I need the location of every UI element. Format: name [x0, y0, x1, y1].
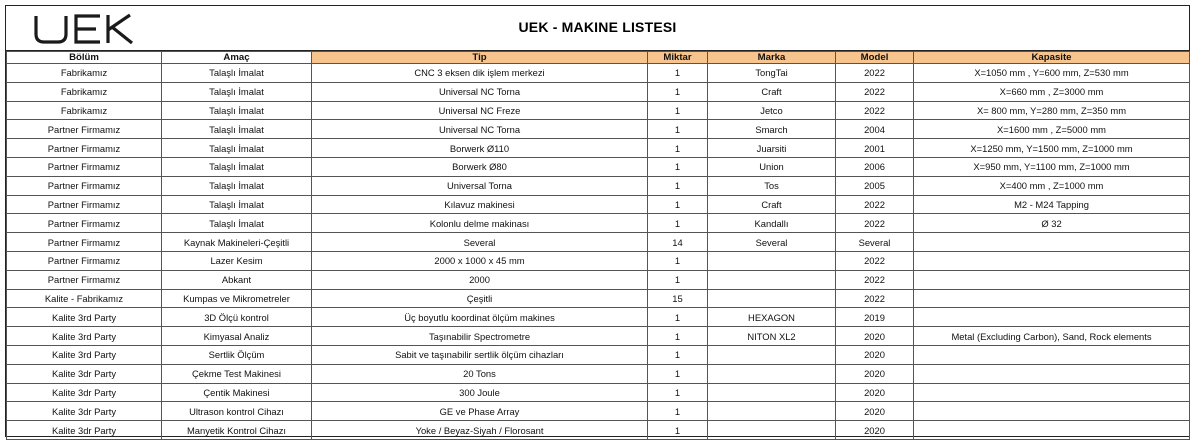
table-row [7, 214, 1190, 233]
cell-kapasite [914, 383, 1190, 402]
cell-miktar: 15 [648, 289, 708, 308]
cell-bolum: Kalite 3dr Party [7, 364, 162, 383]
column-header-model: Model [836, 52, 914, 64]
cell-marka [708, 364, 836, 383]
cell-marka: Craft [708, 195, 836, 214]
cell-amac: Talaşlı İmalat [162, 64, 312, 83]
cell-marka: Kandallı [708, 214, 836, 233]
cell-model: 2022 [836, 195, 914, 214]
cell-kapasite [914, 251, 1190, 270]
cell-marka: TongTai [708, 64, 836, 83]
table-row [7, 364, 1190, 383]
cell-tip: Borwerk Ø80 [312, 157, 648, 176]
table-row [7, 64, 1190, 83]
column-header-bolum: Bölüm [7, 52, 162, 64]
machine-list-sheet [5, 5, 1190, 437]
cell-marka: Several [708, 233, 836, 252]
cell-amac: Ultrason kontrol Cihazı [162, 402, 312, 421]
cell-model: 2020 [836, 383, 914, 402]
cell-bolum: Kalite 3rd Party [7, 327, 162, 346]
cell-bolum: Partner Firmamız [7, 157, 162, 176]
cell-miktar: 1 [648, 82, 708, 101]
cell-kapasite: X=660 mm , Z=3000 mm [914, 82, 1190, 101]
cell-model: 2019 [836, 308, 914, 327]
cell-amac: Talaşlı İmalat [162, 139, 312, 158]
cell-tip: Yoke / Beyaz-Siyah / Florosant [312, 421, 648, 440]
cell-tip: Taşınabilir Spectrometre [312, 327, 648, 346]
cell-kapasite: Ø 32 [914, 214, 1190, 233]
cell-kapasite: X=1050 mm , Y=600 mm, Z=530 mm [914, 64, 1190, 83]
cell-bolum: Fabrikamız [7, 82, 162, 101]
cell-kapasite [914, 402, 1190, 421]
cell-marka: HEXAGON [708, 308, 836, 327]
cell-bolum: Kalite 3rd Party [7, 308, 162, 327]
cell-amac: Abkant [162, 270, 312, 289]
cell-bolum: Partner Firmamız [7, 139, 162, 158]
table-row [7, 421, 1190, 440]
cell-model: 2022 [836, 270, 914, 289]
cell-tip: Universal NC Freze [312, 101, 648, 120]
cell-tip: 300 Joule [312, 383, 648, 402]
cell-tip: Universal NC Torna [312, 82, 648, 101]
cell-tip: GE ve Phase Array [312, 402, 648, 421]
sheet-header [6, 6, 1189, 51]
cell-amac: 3D Ölçü kontrol [162, 308, 312, 327]
cell-marka [708, 345, 836, 364]
cell-model: 2020 [836, 421, 914, 440]
cell-kapasite [914, 308, 1190, 327]
cell-model: 2022 [836, 64, 914, 83]
cell-tip: 2000 [312, 270, 648, 289]
table-row [7, 195, 1190, 214]
cell-kapasite: X=1600 mm , Z=5000 mm [914, 120, 1190, 139]
table-row [7, 157, 1190, 176]
table-row [7, 176, 1190, 195]
table-row [7, 383, 1190, 402]
cell-marka: NITON XL2 [708, 327, 836, 346]
cell-model: 2020 [836, 402, 914, 421]
cell-kapasite: M2 - M24 Tapping [914, 195, 1190, 214]
cell-marka: Juarsiti [708, 139, 836, 158]
cell-miktar: 1 [648, 176, 708, 195]
cell-miktar: 1 [648, 195, 708, 214]
cell-amac: Manyetik Kontrol Cihazı [162, 421, 312, 440]
cell-marka [708, 421, 836, 440]
cell-kapasite: Metal (Excluding Carbon), Sand, Rock elements [914, 327, 1190, 346]
cell-miktar: 1 [648, 270, 708, 289]
table-row [7, 233, 1190, 252]
column-header-miktar: Miktar [648, 52, 708, 64]
cell-tip: Borwerk Ø110 [312, 139, 648, 158]
cell-kapasite: X=950 mm, Y=1100 mm, Z=1000 mm [914, 157, 1190, 176]
table-row [7, 251, 1190, 270]
cell-tip: 2000 x 1000 x 45 mm [312, 251, 648, 270]
cell-bolum: Partner Firmamız [7, 233, 162, 252]
cell-miktar: 1 [648, 101, 708, 120]
cell-model: 2020 [836, 327, 914, 346]
cell-amac: Kimyasal Analiz [162, 327, 312, 346]
cell-tip: Kılavuz makinesi [312, 195, 648, 214]
cell-bolum: Kalite 3dr Party [7, 402, 162, 421]
cell-miktar: 14 [648, 233, 708, 252]
table-row [7, 82, 1190, 101]
cell-bolum: Partner Firmamız [7, 251, 162, 270]
table-row [7, 270, 1190, 289]
table-row [7, 101, 1190, 120]
cell-marka: Smarch [708, 120, 836, 139]
cell-marka: Tos [708, 176, 836, 195]
page-title: UEK - MAKINE LISTESI [518, 19, 677, 35]
cell-bolum: Partner Firmamız [7, 176, 162, 195]
cell-kapasite [914, 345, 1190, 364]
cell-tip: CNC 3 eksen dik işlem merkezi [312, 64, 648, 83]
cell-marka [708, 289, 836, 308]
cell-model: 2001 [836, 139, 914, 158]
table-row [7, 402, 1190, 421]
cell-marka: Craft [708, 82, 836, 101]
cell-kapasite [914, 289, 1190, 308]
cell-amac: Talaşlı İmalat [162, 195, 312, 214]
cell-tip: Several [312, 233, 648, 252]
column-header-kapasite: Kapasite [914, 52, 1190, 64]
cell-bolum: Kalite 3dr Party [7, 421, 162, 440]
cell-amac: Lazer Kesim [162, 251, 312, 270]
table-header-row [7, 52, 1190, 64]
table-body [7, 64, 1190, 440]
cell-marka [708, 402, 836, 421]
cell-kapasite: X=400 mm , Z=1000 mm [914, 176, 1190, 195]
cell-bolum: Kalite 3dr Party [7, 383, 162, 402]
cell-tip: 20 Tons [312, 364, 648, 383]
cell-tip: Üç boyutlu koordinat ölçüm makines [312, 308, 648, 327]
cell-model: 2022 [836, 101, 914, 120]
column-header-tip: Tip [312, 52, 648, 64]
cell-bolum: Partner Firmamız [7, 270, 162, 289]
cell-kapasite [914, 270, 1190, 289]
cell-tip: Kolonlu delme makinası [312, 214, 648, 233]
cell-bolum: Kalite - Fabrikamız [7, 289, 162, 308]
table-row [7, 289, 1190, 308]
cell-amac: Talaşlı İmalat [162, 120, 312, 139]
cell-miktar: 1 [648, 214, 708, 233]
cell-miktar: 1 [648, 64, 708, 83]
cell-amac: Çekme Test Makinesi [162, 364, 312, 383]
cell-model: 2004 [836, 120, 914, 139]
cell-model: 2022 [836, 251, 914, 270]
cell-miktar: 1 [648, 345, 708, 364]
cell-miktar: 1 [648, 120, 708, 139]
machine-table [6, 51, 1190, 440]
cell-marka [708, 383, 836, 402]
cell-miktar: 1 [648, 251, 708, 270]
cell-bolum: Partner Firmamız [7, 120, 162, 139]
cell-amac: Talaşlı İmalat [162, 101, 312, 120]
cell-kapasite: X=1250 mm, Y=1500 mm, Z=1000 mm [914, 139, 1190, 158]
table-row [7, 120, 1190, 139]
cell-kapasite: X= 800 mm, Y=280 mm, Z=350 mm [914, 101, 1190, 120]
cell-tip: Sabit ve taşınabilir sertlik ölçüm cihazları [312, 345, 648, 364]
table-row [7, 327, 1190, 346]
cell-tip: Universal NC Torna [312, 120, 648, 139]
cell-miktar: 1 [648, 308, 708, 327]
cell-miktar: 1 [648, 402, 708, 421]
cell-model: 2006 [836, 157, 914, 176]
cell-marka: Union [708, 157, 836, 176]
cell-marka [708, 251, 836, 270]
cell-marka: Jetco [708, 101, 836, 120]
cell-model: 2022 [836, 82, 914, 101]
cell-amac: Talaşlı İmalat [162, 157, 312, 176]
cell-model: 2020 [836, 345, 914, 364]
cell-amac: Talaşlı İmalat [162, 214, 312, 233]
cell-model: 2005 [836, 176, 914, 195]
cell-miktar: 1 [648, 139, 708, 158]
column-header-marka: Marka [708, 52, 836, 64]
cell-miktar: 1 [648, 383, 708, 402]
column-header-amac: Amaç [162, 52, 312, 64]
cell-bolum: Partner Firmamız [7, 195, 162, 214]
cell-model: 2022 [836, 289, 914, 308]
cell-miktar: 1 [648, 364, 708, 383]
cell-amac: Talaşlı İmalat [162, 82, 312, 101]
cell-bolum: Kalite 3rd Party [7, 345, 162, 364]
cell-bolum: Fabrikamız [7, 101, 162, 120]
cell-tip: Universal Torna [312, 176, 648, 195]
cell-bolum: Partner Firmamız [7, 214, 162, 233]
cell-miktar: 1 [648, 157, 708, 176]
cell-amac: Çentik Makinesi [162, 383, 312, 402]
cell-kapasite [914, 233, 1190, 252]
table-row [7, 308, 1190, 327]
cell-model: Several [836, 233, 914, 252]
cell-tip: Çeşitli [312, 289, 648, 308]
cell-kapasite [914, 364, 1190, 383]
cell-amac: Kaynak Makineleri-Çeşitli [162, 233, 312, 252]
cell-model: 2020 [836, 364, 914, 383]
cell-miktar: 1 [648, 421, 708, 440]
cell-marka [708, 270, 836, 289]
cell-miktar: 1 [648, 327, 708, 346]
cell-kapasite [914, 421, 1190, 440]
table-row [7, 345, 1190, 364]
cell-bolum: Fabrikamız [7, 64, 162, 83]
cell-amac: Talaşlı İmalat [162, 176, 312, 195]
cell-amac: Sertlik Ölçüm [162, 345, 312, 364]
cell-model: 2022 [836, 214, 914, 233]
table-row [7, 139, 1190, 158]
cell-amac: Kumpas ve Mikrometreler [162, 289, 312, 308]
